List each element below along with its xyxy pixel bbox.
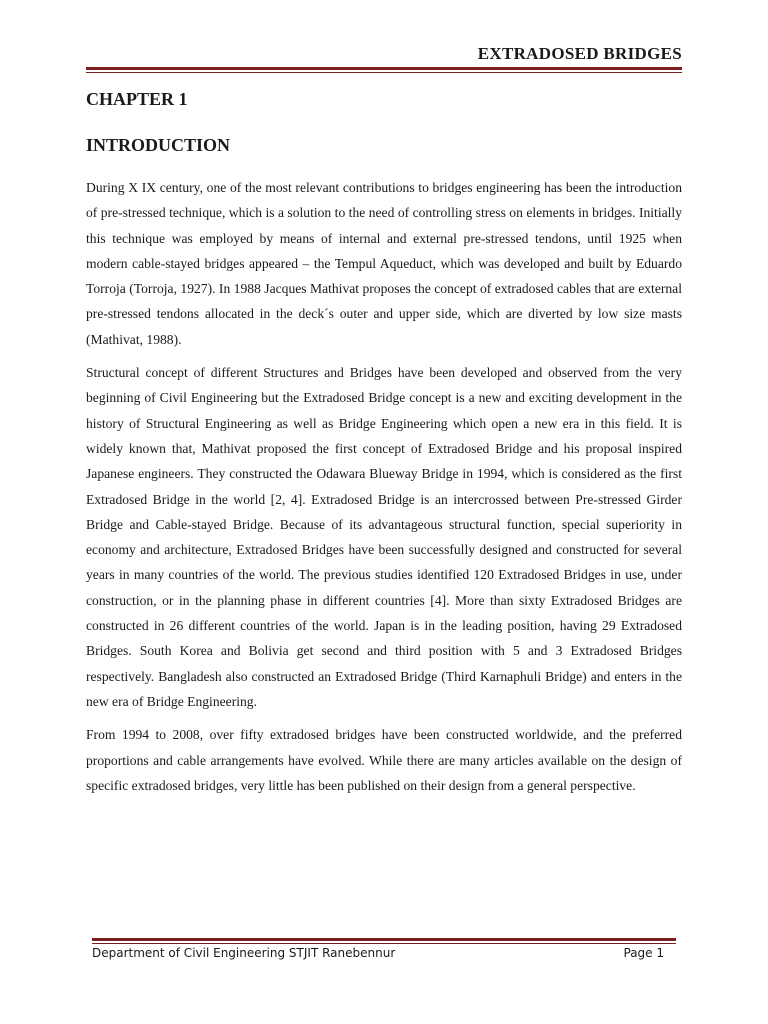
header-rule-thick: [86, 67, 682, 70]
page-number: Page 1: [623, 946, 664, 960]
footer-rule-thick: [92, 938, 676, 941]
paragraph: From 1994 to 2008, over fifty extradosed bridges have been constructed worldwide, and the preferred proportions and cable arrangements have evolved. While there are many articles available on the design of specific extradosed bridges, very little has been published on their design from a general perspective.: [86, 727, 682, 793]
paragraph: Structural concept of different Structures and Bridges have been developed and observed from the very beginning of Civil Engineering but the Extradosed Bridge concept is a new and exciting development in the history of Structural Engineering as well as Bridge Engineering which open a new era in this field. It is widely known that, Mathivat proposed the first concept of Extradosed Bridge and his proposal inspired Japanese engineers. They constructed the Odawara Blueway Bridge in 1994, which is considered as the first Extradosed Bridge in the world [2, 4]. Extradosed Bridge is an intercrossed between Pre-stressed Girder Bridge and Cable-stayed Bridge. Because of its advantageous structural function, special superiority in economy and architecture, Extradosed Bridges have been successfully designed and constructed for several years in many countries of the world. The previous studies identified 120 Extradosed Bridges in use, under construction, or in the planning phase in different countries [4]. More than sixty Extradosed Bridges are constructed in 26 different countries of the world. Japan is in the leading position, having 29 Extradosed Bridges. South Korea and Bolivia get second and third position with 5 and 3 Extradosed Bridges respectively. Bangladesh also constructed an Extradosed Bridge (Third Karnaphuli Bridge) and enters in the new era of Bridge Engineering.: [86, 365, 682, 709]
footer-rule-thin: [92, 943, 676, 944]
running-head: EXTRADOSED BRIDGES: [477, 44, 682, 63]
body-text: [86, 175, 682, 806]
header-rule-thin: [86, 72, 682, 73]
paragraph: During X IX century, one of the most relevant contributions to bridges engineering has been the introduction of pre-stressed technique, which is a solution to the need of controlling stress on elements in bridges. Initially this technique was employed by means of internal and external pre-stressed tendons, until 1925 when modern cable-stayed bridges appeared – the Tempul Aqueduct, which was developed and built by Eduardo Torroja (Torroja, 1927). In 1988 Jacques Mathivat proposes the concept of extradosed cables that are external pre-stressed tendons allocated in the deck´s outer and upper side, which are diverted by low size masts (Mathivat, 1988).: [86, 180, 682, 347]
section-title: INTRODUCTION: [86, 135, 231, 155]
footer-department: Department of Civil Engineering STJIT Ranebennur: [92, 946, 396, 960]
chapter-label: CHAPTER 1: [86, 89, 188, 109]
